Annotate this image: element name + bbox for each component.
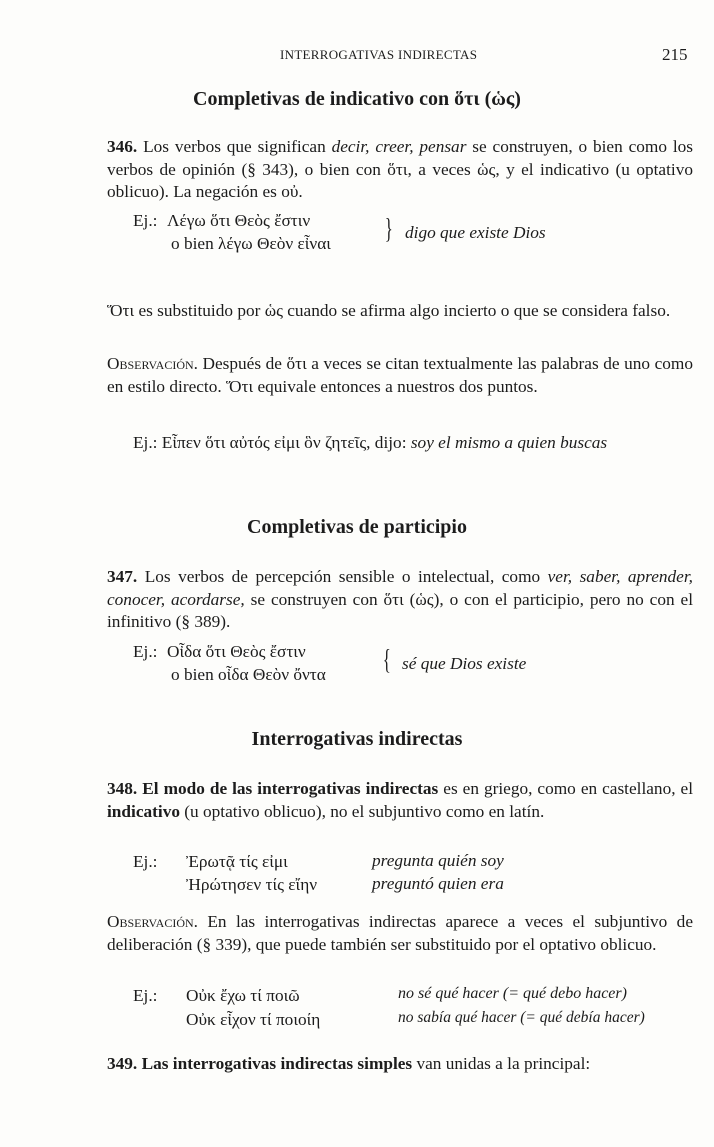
paragraph-347: 347. Los verbos de percepción sensible o intelectual, como ver, saber, aprender, conocer, acordarse, se construyen con ὅτι (ὡς), o con el participio, pero no con el infinitivo (§ 389).	[107, 567, 694, 632]
example-label: Ej.:	[133, 986, 158, 1005]
greek-example-2: Οὐκ εἶχον τί ποιοίη	[186, 1010, 321, 1029]
greek-example-1: Οἶδα ὅτι Θεὸς ἔστιν	[167, 642, 306, 661]
paragraph-348: 348. El modo de las interrogativas indirectas es en griego, como en castellano, el indicativo (u optativo oblicuo), no el subjuntivo como en latín.	[107, 779, 693, 821]
greek-example-1: Ἐρωτᾷ τίς εἰμι	[186, 852, 288, 871]
greek-example-2: o bien λέγω Θεὸν εἶναι	[171, 234, 331, 253]
paragraph-number: 346.	[107, 137, 138, 156]
observation-1: Observación. Después de ὅτι a veces se citan textualmente las palabras de uno como en estilo directo. Ὅτι equivale entonces a nuestros dos puntos.	[107, 354, 693, 396]
running-head: INTERROGATIVAS INDIRECTAS	[280, 47, 478, 62]
section-title-completivas-indicativo: Completivas de indicativo con ὅτι (ὡς)	[193, 88, 521, 110]
greek-example-1: Οὐκ ἔχω τί ποιῶ	[186, 986, 300, 1005]
greek-example-2: Ἠρώτησεν τίς εἴην	[186, 875, 318, 894]
observation-label: Observación.	[107, 912, 198, 931]
example-translation-2: no sabía qué hacer (= qué debía hacer)	[398, 1009, 645, 1026]
example-translation-2: preguntó quien era	[372, 874, 504, 893]
paragraph-number: 348.	[107, 779, 138, 798]
brace-icon: }	[384, 214, 393, 245]
example-translation-1: pregunta quién soy	[372, 851, 504, 870]
example-translation: digo que existe Dios	[405, 223, 546, 242]
greek-example-2: o bien οἶδα Θεὸν ὄντα	[171, 665, 326, 684]
observation-label: Observación.	[107, 354, 198, 373]
paragraph-oti: Ὅτι es substituido por ὡς cuando se afirma algo incierto o que se considera falso.	[107, 301, 671, 320]
page-number: 215	[662, 45, 688, 64]
paragraph-number: 349.	[107, 1054, 138, 1073]
brace-icon: {	[382, 645, 391, 676]
example-label: Ej.:	[133, 642, 158, 661]
section-title-completivas-participio: Completivas de participio	[247, 516, 467, 538]
greek-example-1: Λέγω ὅτι Θεὸς ἔστιν	[167, 211, 311, 230]
paragraph-346: 346. Los verbos que significan decir, creer, pensar se construyen, o bien como los verbos de opinión (§ 343), o bien con ὅτι, a veces ὡς, y el indicativo (u optativo oblicuo). La negación es οὐ.	[107, 137, 693, 202]
example-translation-1: no sé qué hacer (= qué debo hacer)	[398, 985, 627, 1002]
example-label: Ej.:	[133, 852, 158, 871]
section-title-interrogativas: Interrogativas indirectas	[251, 728, 463, 750]
example-translation: sé que Dios existe	[402, 654, 527, 673]
observation-2: Observación. En las interrogativas indirectas aparece a veces el subjuntivo de deliberación (§ 339), que puede también ser substituido por el optativo oblicuo.	[107, 912, 693, 954]
example-label: Ej.:	[133, 211, 158, 230]
paragraph-number: 347.	[107, 567, 138, 586]
observation-1-example: Ej.: Εἶπεν ὅτι αὐτός εἰμι ὃν ζητεῖς, dijo: soy el mismo a quien buscas	[133, 433, 608, 452]
paragraph-349: 349. Las interrogativas indirectas simples van unidas a la principal:	[107, 1054, 591, 1073]
